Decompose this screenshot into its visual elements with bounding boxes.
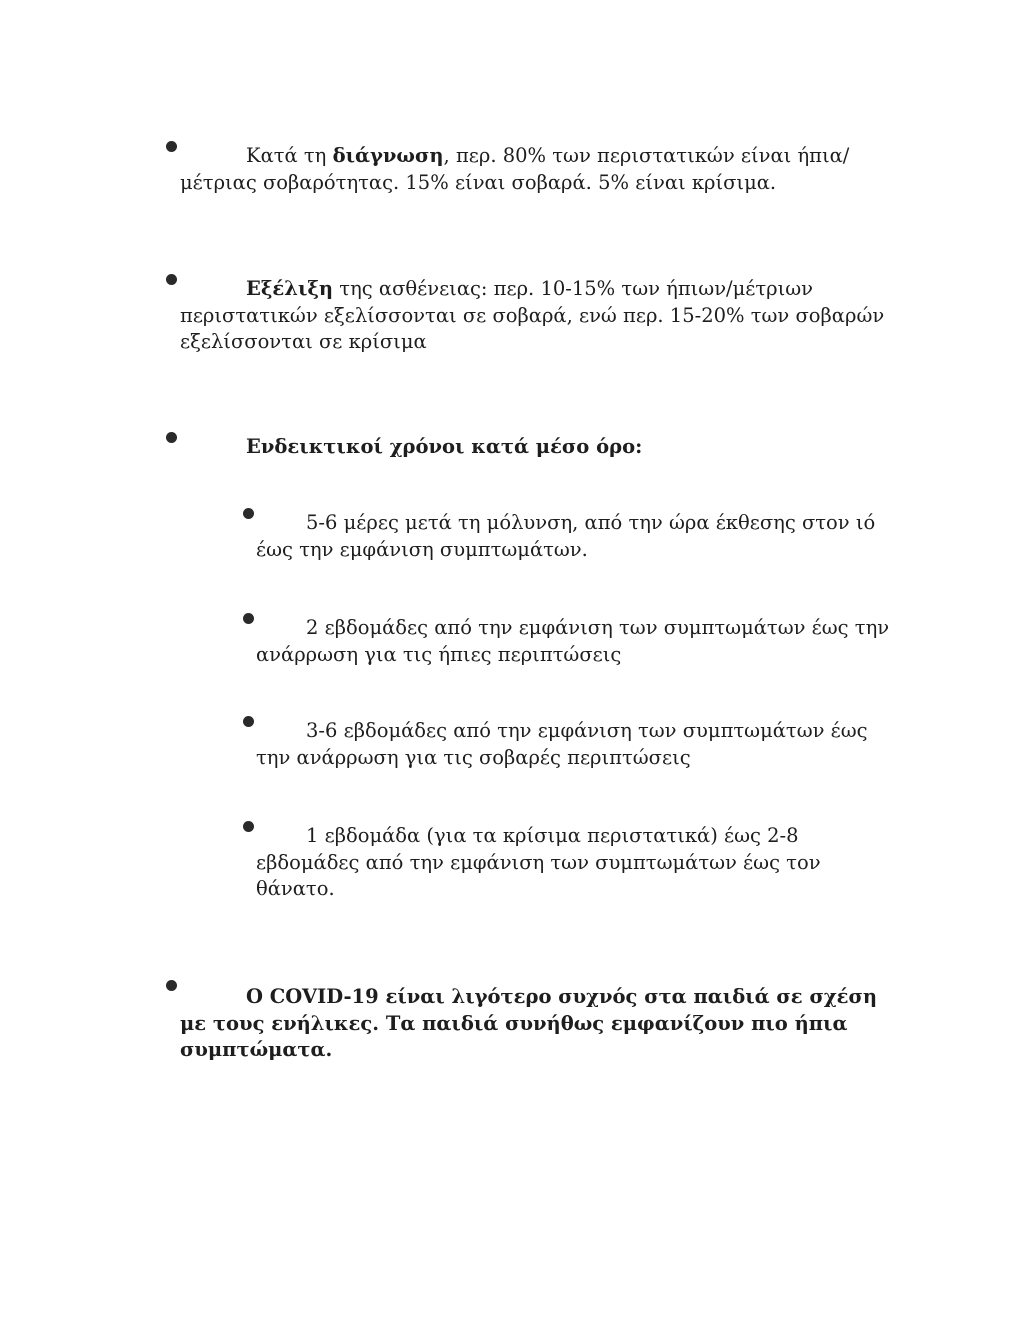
death-value: 1 εβδομάδα (για τα κρίσιμα περιστατικά) έως 2-8 εβδομάδες από την εμφάνιση των συμπτωμάτων έως τον θάνατο.: [256, 824, 821, 900]
incubation-text: [256, 510, 896, 563]
diagnosis-post: , περ. 80% των περιστατικών είναι ήπια/μέτριας σοβαρότητας. 15% είναι σοβαρά. 5% είναι κρίσιμα.: [180, 144, 850, 194]
bullet-dot-icon: [166, 274, 177, 285]
bullet-dot-icon: [243, 821, 254, 832]
mild-recovery-text: [256, 615, 916, 668]
bullet-dot-icon: [166, 141, 177, 152]
indicative-times-heading: [180, 434, 900, 461]
death-text: [256, 823, 856, 903]
diagnosis-bold: διάγνωση: [332, 144, 444, 167]
bullet-dot-icon: [166, 980, 177, 991]
bullet-dot-icon: [166, 432, 177, 443]
progression-post: της ασθένειας: περ. 10-15% των ήπιων/μέτριων περιστατικών εξελίσσονται σε σοβαρά, ενώ περ. 15-20% των σοβαρών εξελίσσονται σε κρίσιμα: [180, 277, 885, 353]
progression-text: [180, 276, 910, 356]
incubation-value: 5-6 μέρες μετά τη μόλυνση, από την ώρα έκθεσης στον ιό έως την εμφάνιση συμπτωμάτων.: [256, 511, 876, 561]
severe-recovery-text: [256, 718, 896, 771]
bullet-dot-icon: [243, 613, 254, 624]
children-bold: O COVID-19 είναι λιγότερο συχνός στα παιδιά σε σχέση με τους ενήλικες. Τα παιδιά συνήθως εμφανίζουν πιο ήπια συμπτώματα.: [180, 985, 878, 1061]
indicative-times-bold: Ενδεικτικοί χρόνοι κατά μέσο όρο:: [246, 435, 643, 458]
children-text: [180, 984, 900, 1064]
mild-recovery-value: 2 εβδομάδες από την εμφάνιση των συμπτωμάτων έως την ανάρρωση για τις ήπιες περιπτώσεις: [256, 616, 890, 666]
bullet-dot-icon: [243, 716, 254, 727]
diagnosis-pre: Κατά τη: [246, 144, 333, 167]
progression-bold: Εξέλιξη: [246, 277, 334, 300]
severe-recovery-value: 3-6 εβδομάδες από την εμφάνιση των συμπτωμάτων έως την ανάρρωση για τις σοβαρές περιπτώσεις: [256, 719, 868, 769]
diagnosis-text: [180, 143, 880, 196]
bullet-dot-icon: [243, 508, 254, 519]
